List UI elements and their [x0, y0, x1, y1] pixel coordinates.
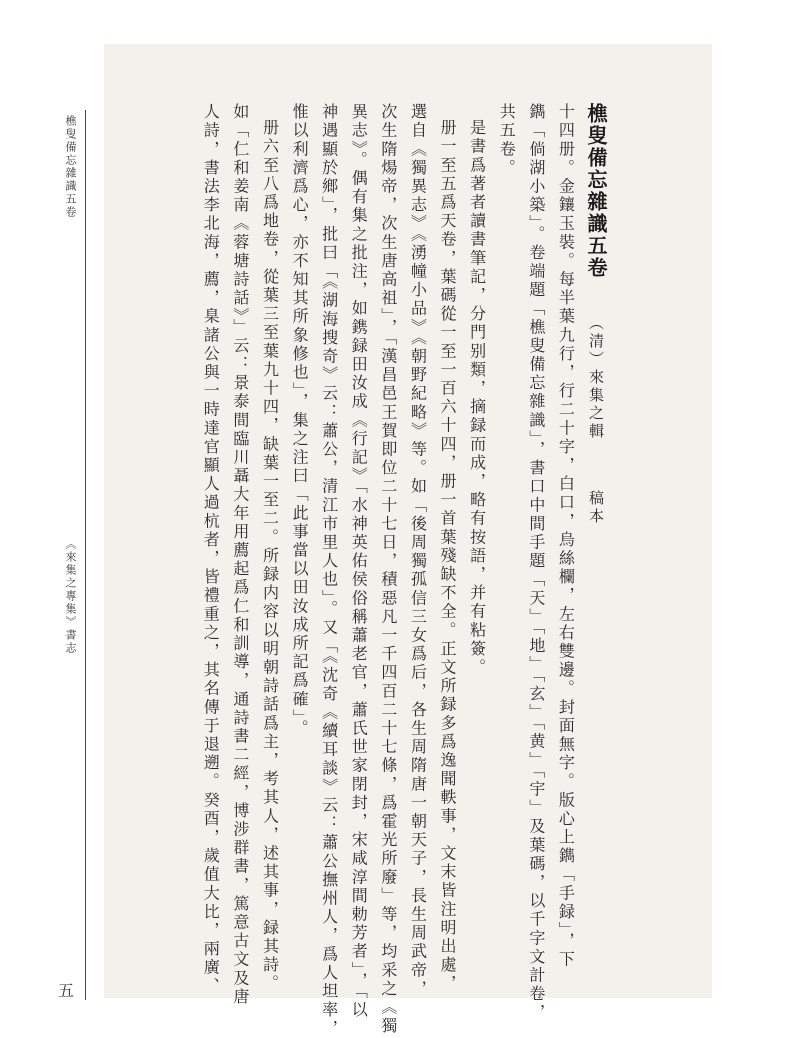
text-column: 如「仁和姜南《蓉塘詩話》」云：景泰間臨川聶大年用薦起爲仁和訓導，通詩書二經，博涉群書，篤意古文及唐	[230, 103, 250, 1007]
text-column: 册一至五爲天卷，葉碼從一至一百六十四，册一首葉殘缺不全。正文所録多爲逸聞軼事，文末皆注明出處，	[438, 119, 458, 994]
section-label: 《來集之專集》書志	[64, 538, 77, 655]
text-column: 册六至八爲地卷，從葉三至葉九十四，缺葉一至二。所録内容以明朝詩話爲主，考其人，述其事，録其詩。	[260, 119, 280, 994]
entry-title: 樵叟備忘雜識五卷	[584, 103, 608, 279]
text-column: 次生隋煬帝，次生唐高祖」，「漢昌邑王賀即位二十七日，積惡凡一千四百二十七條，爲霍光所廢」等，均采之《獨	[378, 103, 398, 1036]
text-column: 是書爲著者讀書筆記，分門别類，摘録而成，略有按語，并有粘簽。	[467, 119, 487, 677]
text-block	[196, 103, 611, 1038]
text-column: 神遇顯於鄉」，批曰「《湖海搜奇》云：蕭公，清江市里人也」。又「《沈奇《續耳談》云：蕭公撫州人，爲人坦率，	[319, 103, 339, 1038]
text-column: 人詩，書法李北海，薦，臬諸公與一時達官顯人過杭者，皆禮重之，其名傳于退遡。癸酉，歲值大比，兩廣、	[201, 103, 221, 996]
text-column: 共五卷。	[497, 103, 517, 178]
entry-type: 稿本	[587, 490, 605, 527]
running-head: 樵叟備忘雜識五卷	[64, 115, 77, 219]
margin-rule	[85, 110, 86, 1000]
text-column: 惟以利濟爲心，亦不知其所象修也」，集之注曰「此事當以田汝成所記爲確」。	[290, 103, 310, 738]
page-number: 五	[58, 981, 75, 1000]
text-column: 十四册。金鑲玉裝。每半葉九行，行二十字，白口，烏絲欄，左右雙邊。封面無字。版心上鐫「手録」，下	[556, 103, 576, 970]
entry-author: （清）來集之輯	[587, 314, 605, 441]
heading-column	[580, 103, 611, 963]
text-column: 鐫「倘湖小築」。卷端題「樵叟備忘雜識」，書口中間手題「天」「地」「玄」「黄」「宇」及葉碼，以千字文計卷，	[526, 103, 546, 1023]
text-column: 異志》。偶有集之批注，如鎸録田汝成《行記》「水神英佑侯俗稱蕭老官，蕭氏世家閉封，宋咸淳間勅芳者」，「以	[349, 103, 369, 1020]
text-column: 選自《獨異志》《湧幢小品》《朝野紀略》等。如「後周獨孤信三女爲后，各生周隋唐一朝天子，長生周武帝，	[408, 103, 428, 999]
